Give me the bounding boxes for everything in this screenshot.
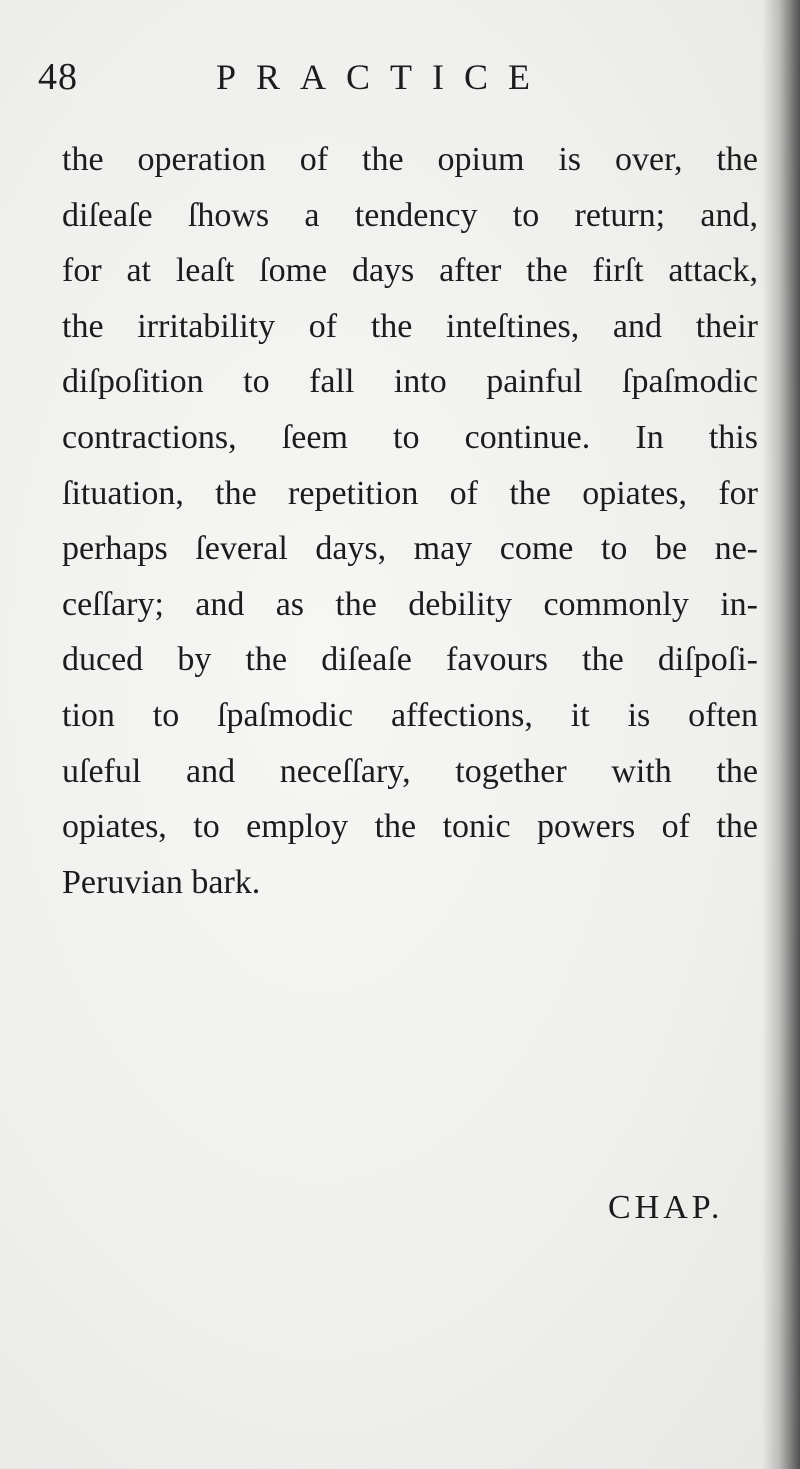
text-line: the operation of the opium is over, the <box>62 141 758 178</box>
text-line: contractions, ſeem to continue. In this <box>62 418 758 456</box>
text-line: uſeful and neceſſary, together with the <box>62 752 758 790</box>
text-line: diſpoſition to fall into painful ſpaſmodic <box>62 363 758 401</box>
page-number: 48 <box>38 56 78 98</box>
text-line: opiates, to employ the tonic powers of the <box>62 808 758 846</box>
page-header <box>38 52 758 102</box>
text-line: the irritability of the inteſtines, and their <box>62 307 758 345</box>
text-line: perhaps ſeveral days, may come to be ne- <box>62 530 758 568</box>
text-line: ceſſary; and as the debility commonly in- <box>62 585 758 623</box>
text-line: Peruvian bark. <box>62 863 261 901</box>
text-line: duced by the diſeaſe favours the diſpoſi- <box>62 641 758 679</box>
running-head: PRACTICE <box>216 57 551 97</box>
text-line: ſituation, the repetition of the opiates, for <box>62 474 758 512</box>
text-line: diſeaſe ſhows a tendency to return; and, <box>62 196 758 234</box>
body-text <box>62 132 758 910</box>
catchword: CHAP. <box>608 1189 724 1226</box>
text-line: tion to ſpaſmodic affections, it is often <box>62 696 758 734</box>
text-line: for at leaſt ſome days after the firſt attack, <box>62 252 758 290</box>
binding-shadow <box>762 0 800 1469</box>
